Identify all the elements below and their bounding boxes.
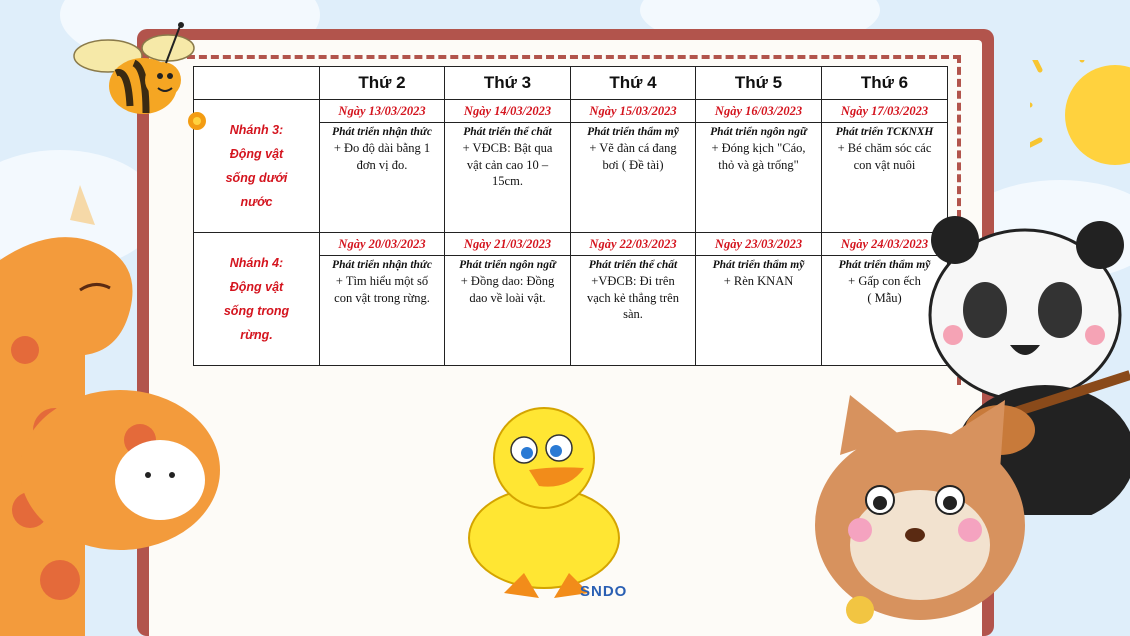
activity-line: dao về loài vật. xyxy=(469,290,546,305)
giraffe-illustration xyxy=(0,180,230,636)
header-row xyxy=(194,67,948,100)
activity-cell xyxy=(320,256,445,366)
activity-line: con vật trong rừng. xyxy=(334,290,430,305)
activity-cell xyxy=(320,123,445,233)
activity-cell xyxy=(445,256,571,366)
activity-cell xyxy=(696,123,822,233)
activity-cell xyxy=(571,123,696,233)
activity-line: + Đồng dao: Đồng xyxy=(460,274,555,289)
activity-cell xyxy=(571,256,696,366)
activity-line: + Vẽ đàn cá đang xyxy=(589,141,677,156)
date-cell: Ngày 22/03/2023 xyxy=(571,232,696,255)
activity-line: + Đo độ dài bằng 1 xyxy=(333,141,431,156)
header-cell-tue: Thứ 3 xyxy=(445,67,571,100)
branch-line: sống trong xyxy=(223,303,290,318)
activity-subject: Phát triển TCKNXH xyxy=(835,126,934,139)
activity-line: vạch kẻ thẳng trên xyxy=(587,290,679,305)
activity-subject: Phát triển thẩm mỹ xyxy=(838,259,931,272)
header-cell-mon: Thứ 2 xyxy=(320,67,445,100)
branch-line: sống dưới xyxy=(225,170,288,185)
duck-illustration xyxy=(444,398,644,608)
activity-line: +VĐCB: Đi trên xyxy=(591,274,675,289)
board-dashed-border xyxy=(163,55,961,59)
header-cell-fri: Thứ 6 xyxy=(822,67,948,100)
date-cell: Ngày 20/03/2023 xyxy=(320,232,445,255)
activity-line: + Đóng kịch "Cáo, xyxy=(711,141,806,156)
activity-line: + Gấp con ếch xyxy=(848,274,921,289)
date-cell: Ngày 21/03/2023 xyxy=(445,232,571,255)
activity-line: vật cản cao 10 – xyxy=(466,157,549,172)
activity-line: đơn vị đo. xyxy=(356,157,408,172)
activity-subject: Phát triển thẩm mỹ xyxy=(712,259,805,272)
date-cell: Ngày 24/03/2023 xyxy=(822,232,948,255)
activity-line: con vật nuôi xyxy=(853,157,916,172)
activity-line: + Tìm hiểu một số xyxy=(335,274,429,289)
activity-line: ( Mẫu) xyxy=(867,290,902,305)
date-cell: Ngày 13/03/2023 xyxy=(320,100,445,123)
header-cell-thu: Thứ 5 xyxy=(696,67,822,100)
branch-line: Nhánh 3: xyxy=(229,122,284,137)
header-cell-empty xyxy=(194,67,320,100)
activity-line: bơi ( Đề tài) xyxy=(602,157,664,172)
activity-line: sàn. xyxy=(623,307,643,322)
activity-subject: Phát triển ngôn ngữ xyxy=(710,126,807,139)
branch-line: rừng. xyxy=(240,327,273,342)
branch-line: Nhánh 4: xyxy=(229,255,284,270)
activity-line: + Bé chăm sóc các xyxy=(837,141,932,156)
date-cell: Ngày 14/03/2023 xyxy=(445,100,571,123)
activity-line: + Rèn KNAN xyxy=(723,274,794,289)
flower-icon xyxy=(186,110,208,132)
activity-line: 15cm. xyxy=(492,174,523,189)
branch-line: Động vật xyxy=(229,279,284,294)
date-cell: Ngày 23/03/2023 xyxy=(696,232,822,255)
activity-cell xyxy=(445,123,571,233)
date-row xyxy=(194,100,948,123)
activity-subject: Phát triển thể chất xyxy=(463,126,552,139)
date-row xyxy=(194,232,948,255)
cat-illustration xyxy=(800,395,1030,636)
activity-subject: Phát triển thể chất xyxy=(588,259,678,272)
branch-line: nước xyxy=(240,194,273,209)
activity-line: + VĐCB: Bật qua xyxy=(462,141,553,156)
activity-subject: Phát triển nhận thức xyxy=(332,259,432,272)
date-cell: Ngày 17/03/2023 xyxy=(822,100,948,123)
activity-subject: Phát triển thẩm mỹ xyxy=(587,126,679,139)
sun-illustration xyxy=(1030,60,1130,180)
date-cell: Ngày 16/03/2023 xyxy=(696,100,822,123)
header-cell-wed: Thứ 4 xyxy=(571,67,696,100)
weekly-schedule-table xyxy=(193,66,948,366)
activity-subject: Phát triển ngôn ngữ xyxy=(459,259,556,272)
branch-line: Động vật xyxy=(229,146,284,161)
activity-cell xyxy=(696,256,822,366)
date-cell: Ngày 15/03/2023 xyxy=(571,100,696,123)
sndo-logo: SNDO xyxy=(580,583,628,600)
activity-line: thỏ và gà trống" xyxy=(718,157,799,172)
activity-subject: Phát triển nhận thức xyxy=(332,126,432,139)
